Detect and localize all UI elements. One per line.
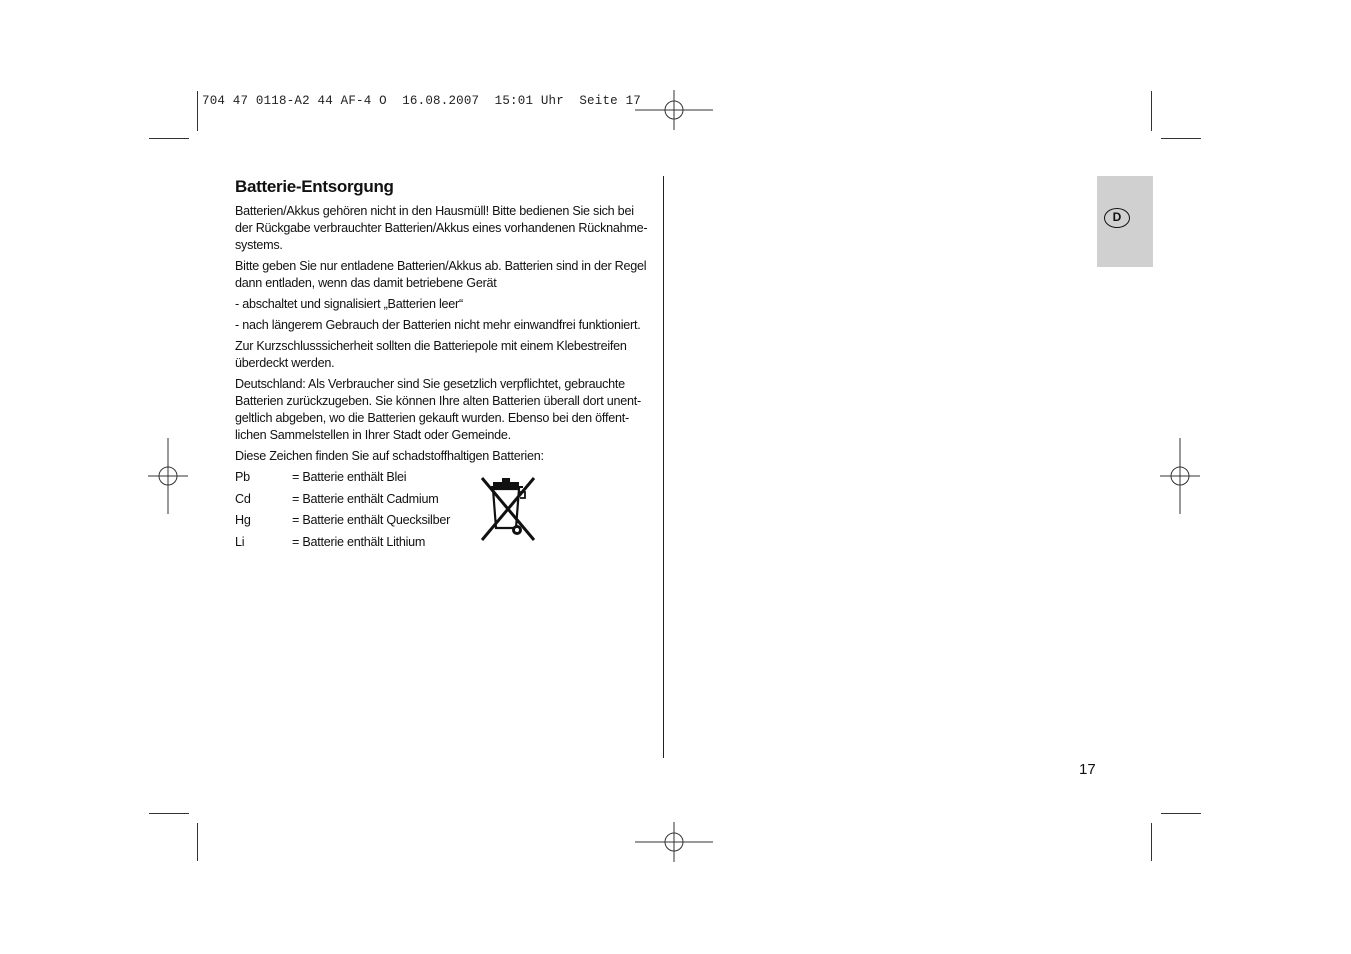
body-paragraph [235,296,660,313]
registration-mark-right [1158,436,1202,516]
text-line: Batterien zurückzugeben. Sie können Ihre alten Batterien überall dort unent- [235,394,641,408]
text-line: geltlich abgeben, wo die Batterien gekauft wurden. Ebenso bei den öffent- [235,411,629,425]
symbol-code: Li [235,534,245,549]
symbol-list [235,469,660,555]
column-divider [663,176,664,758]
section-body [235,203,660,465]
crossed-out-wheelie-bin-icon [479,476,537,542]
symbol-meaning: = Batterie enthält Cadmium [292,491,439,506]
symbol-meaning: = Batterie enthält Blei [292,470,407,484]
text-line: - abschaltet und signalisiert „Batterien leer“ [235,297,463,311]
symbol-code: Cd [235,491,251,506]
text-line: überdeckt werden. [235,356,335,370]
symbol-row [235,491,660,513]
text-line: Batterien/Akkus gehören nicht in den Hausmüll! Bitte bedienen Sie sich bei [235,204,634,218]
text-line: dann entladen, wenn das damit betriebene Gerät [235,276,497,290]
body-paragraph [235,376,660,444]
body-paragraph [235,203,660,254]
text-line: der Rückgabe verbrauchter Batterien/Akkus eines vorhandenen Rücknahme- [235,221,648,235]
symbol-meaning: = Batterie enthält Lithium [292,534,426,549]
symbol-row [235,469,660,491]
text-line: Deutschland: Als Verbraucher sind Sie gesetzlich verpflichtet, gebrauchte [235,377,625,391]
text-line: - nach längerem Gebrauch der Batterien nicht mehr einwandfrei funktioniert. [235,318,641,332]
body-paragraph [235,258,660,292]
symbol-row [235,512,660,534]
language-badge: D [1104,208,1130,228]
symbol-code: Pb [235,470,250,484]
text-line: Zur Kurzschlusssicherheit sollten die Batteriepole mit einem Klebestreifen [235,339,627,353]
print-slug-header: 704 47 0118-A2 44 AF-4 O 16.08.2007 15:01 Uhr Seite 17 [202,94,641,108]
registration-mark-left [146,436,190,516]
symbol-row [235,534,660,556]
text-line: systems. [235,238,283,252]
text-line: lichen Sammelstellen in Ihrer Stadt oder Gemeinde. [235,428,511,442]
page-number: 17 [1079,761,1096,778]
body-paragraph [235,448,660,465]
body-paragraph [235,317,660,334]
registration-mark-bottom [633,820,715,864]
text-line: Diese Zeichen finden Sie auf schadstoffhaltigen Batterien: [235,449,544,463]
battery-disposal-section [235,177,660,555]
body-paragraph [235,338,660,372]
text-line: Bitte geben Sie nur entladene Batterien/Akkus ab. Batterien sind in der Regel [235,259,647,273]
symbol-meaning: = Batterie enthält Quecksilber [292,513,451,527]
section-heading: Batterie-Entsorgung [235,177,394,196]
symbol-code: Hg [235,513,251,527]
registration-mark-top [633,88,715,132]
